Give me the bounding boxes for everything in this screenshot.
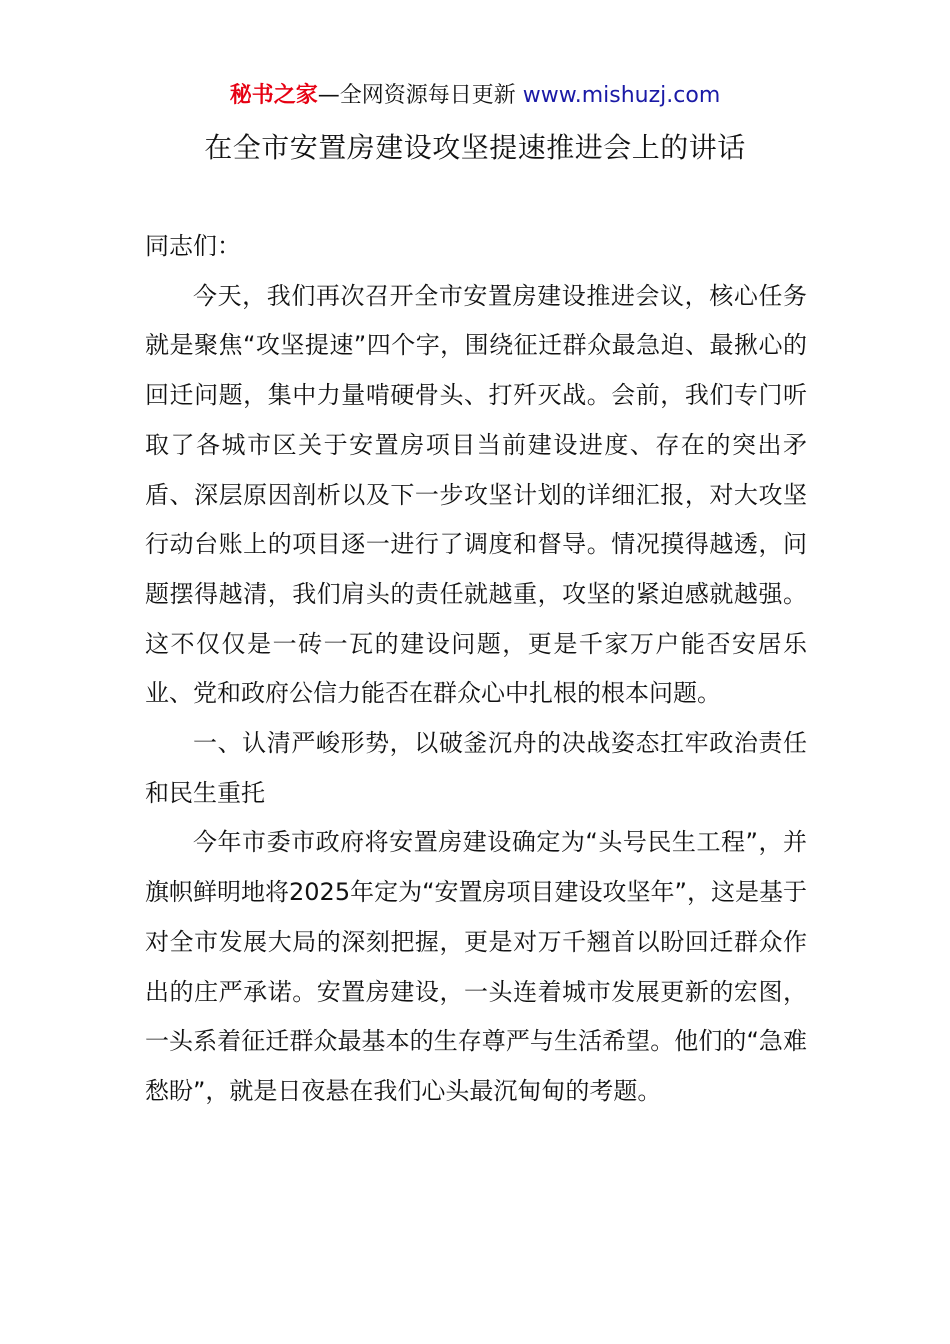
paragraph-section-1: 今年市委市政府将安置房建设确定为“头号民生工程”，并旗帜鲜明地将2025年定为“安置房项目建设攻坚年”，这是基于对全市发展大局的深刻把握，更是对万千翘首以盼回迁群众作出的庄严承诺。安置房建设，一头连着城市发展更新的宏图，一头系着征迁群众最基本的生存尊严与生活希望。他们的“急难愁盼”，就是日夜悬在我们心头最沉甸甸的考题。 <box>145 828 807 1105</box>
site-tagline: —全网资源每日更新 <box>317 83 516 108</box>
paragraph-intro: 今天，我们再次召开全市安置房建设推进会议，核心任务就是聚焦“攻坚提速”四个字，围绕征迁群众最急迫、最揪心的回迁问题，集中力量啃硬骨头、打歼灭战。会前，我们专门听取了各城市区关于安置房项目当前建设进度、存在的突出矛盾、深层原因剖析以及下一步攻坚计划的详细汇报，对大攻坚行动台账上的项目逐一进行了调度和督导。情况摸得越透，问题摆得越清，我们肩头的责任就越重，攻坚的紧迫感就越强。这不仅仅是一砖一瓦的建设问题，更是千家万户能否安居乐业、党和政府公信力能否在群众心中扎根的根本问题。 <box>145 281 807 708</box>
salutation: 同志们： <box>145 232 241 260</box>
document-body <box>145 222 807 1117</box>
site-brand: 秘书之家 <box>229 83 318 108</box>
section-heading-1: 一、认清严峻形势，以破釜沉舟的决战姿态扛牢政治责任和民生重托 <box>145 729 807 807</box>
site-url-link[interactable]: www.mishuzj.com <box>522 83 721 108</box>
site-header <box>0 80 950 112</box>
document-title: 在全市安置房建设攻坚提速推进会上的讲话 <box>204 131 746 164</box>
